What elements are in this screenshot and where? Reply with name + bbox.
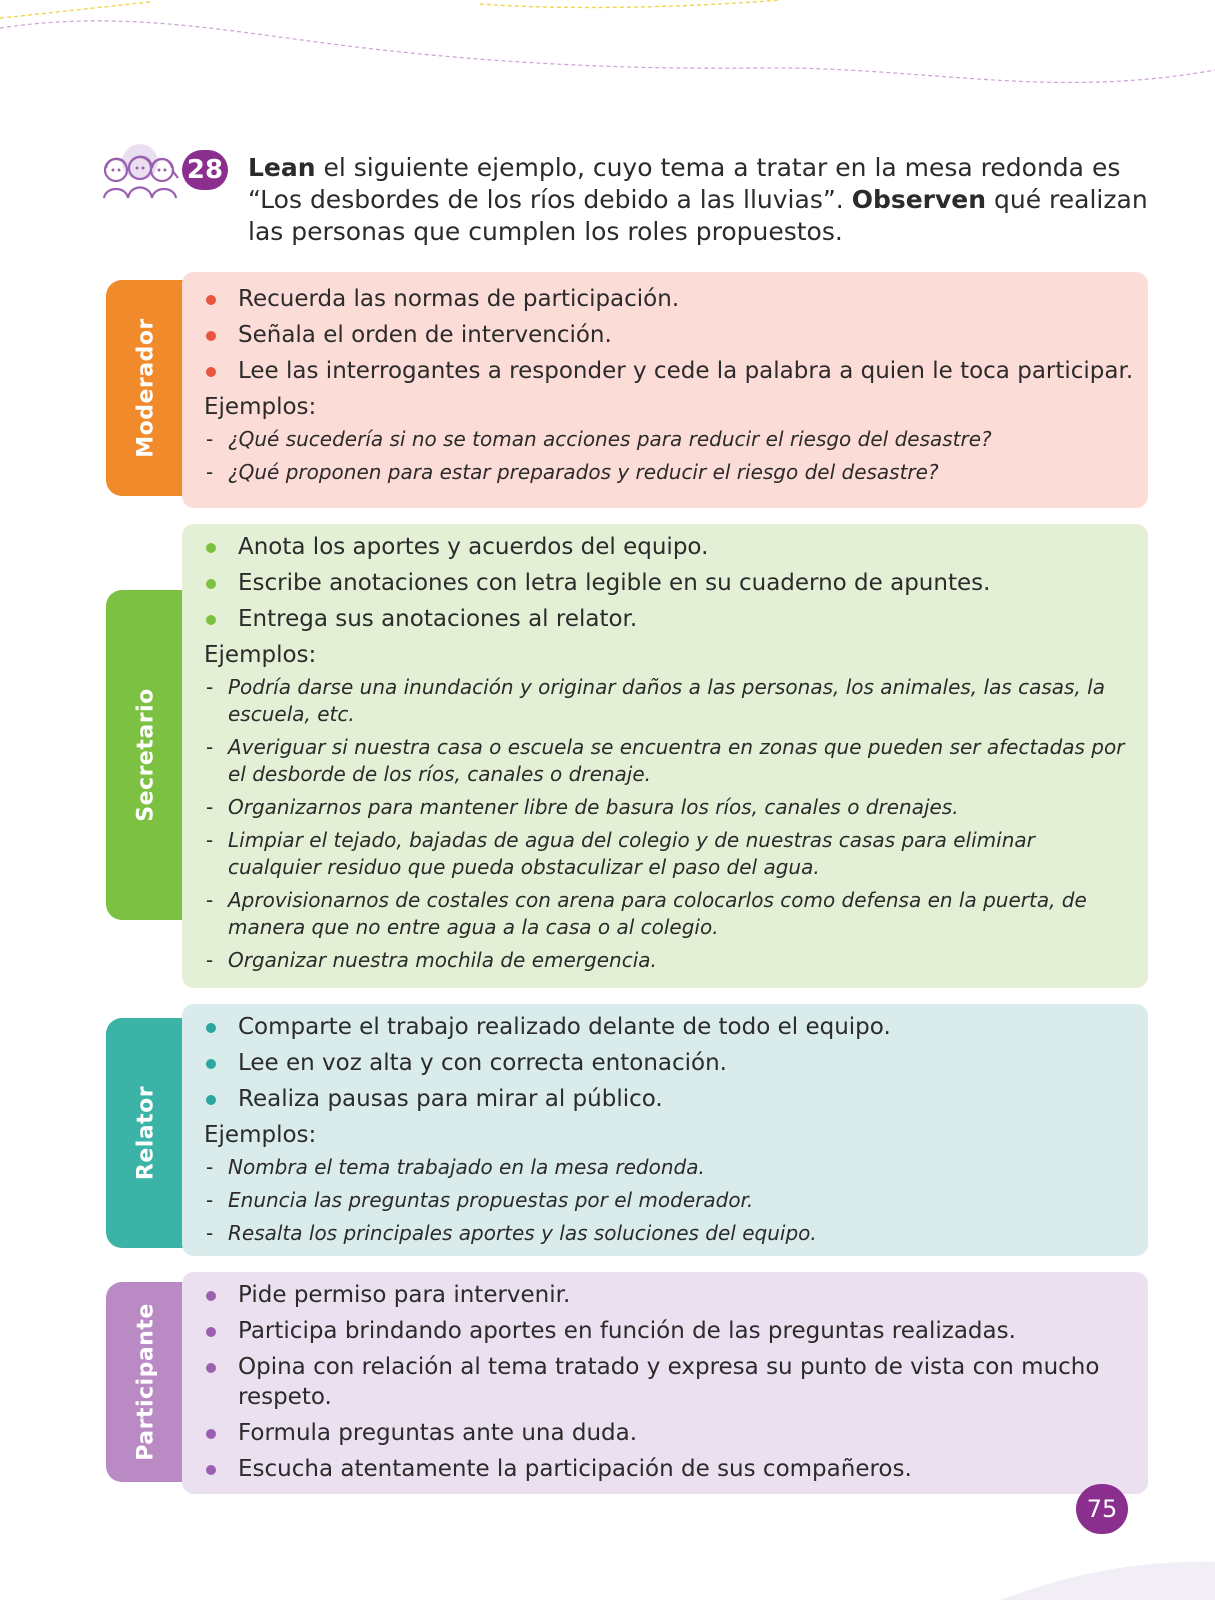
role-bullet: Formula preguntas ante una duda.	[204, 1418, 1132, 1448]
role-bullet: Señala el orden de intervención.	[204, 320, 1148, 350]
example-item: - Enuncia las preguntas propuestas por el moderador.	[204, 1187, 1148, 1214]
example-item: - Averiguar si nuestra casa o escuela se encuentra en zonas que pueden ser afectadas por el desborde de los ríos, canales o drenaje.	[204, 734, 1148, 788]
role-tab	[106, 280, 186, 496]
role-section-moderador	[106, 272, 1148, 508]
example-item: - Organizarnos para mantener libre de basura los ríos, canales o drenajes.	[204, 794, 1148, 821]
example-item: - Organizar nuestra mochila de emergencia.	[204, 947, 1148, 974]
role-tab	[106, 1018, 186, 1248]
instruction-part: Lean	[248, 153, 316, 182]
role-bullet: Anota los aportes y acuerdos del equipo.	[204, 532, 1148, 562]
example-item: - ¿Qué proponen para estar preparados y reducir el riesgo del desastre?	[204, 459, 1148, 486]
examples-label: Ejemplos:	[204, 394, 317, 420]
examples-label: Ejemplos:	[204, 642, 317, 668]
instruction-part: qué realizan las personas que cumplen los roles propuestos.	[248, 185, 1148, 246]
examples-label: Ejemplos:	[204, 1122, 317, 1148]
role-panel	[182, 524, 1148, 988]
activity-number-badge: 28	[182, 150, 228, 190]
activity-instruction	[248, 152, 1148, 248]
role-tab	[106, 590, 186, 920]
role-label: Participante	[133, 1303, 159, 1461]
example-item: - Nombra el tema trabajado en la mesa redonda.	[204, 1154, 1148, 1181]
instruction-part: el siguiente ejemplo, cuyo tema a tratar en la mesa redonda es “Los desbordes de los ríos debido a las lluvias”.	[248, 153, 1121, 214]
activity-header	[98, 140, 1148, 250]
role-bullet: Escucha atentamente la participación de sus compañeros.	[204, 1454, 1132, 1484]
example-item: - Resalta los principales aportes y las soluciones del equipo.	[204, 1220, 1148, 1247]
role-bullet: Lee las interrogantes a responder y cede la palabra a quien le toca participar.	[204, 356, 1148, 386]
role-section-secretario	[106, 524, 1148, 988]
role-bullet: Opina con relación al tema tratado y expresa su punto de vista con mucho respeto.	[204, 1352, 1132, 1412]
role-label: Relator	[133, 1085, 159, 1181]
instruction-part: Observen	[851, 185, 987, 214]
example-item: - Limpiar el tejado, bajadas de agua del colegio y de nuestras casas para eliminar cualquier residuo que pueda obstaculizar el paso del agua.	[204, 827, 1148, 881]
example-item: - Aprovisionarnos de costales con arena para colocarlos como defensa en la puerta, de manera que no entre agua a la casa o al colegio.	[204, 887, 1148, 941]
decorative-top-lines	[0, 0, 1215, 110]
role-section-participante	[106, 1272, 1148, 1494]
role-panel	[182, 1272, 1148, 1494]
role-bullet: Participa brindando aportes en función de las preguntas realizadas.	[204, 1316, 1132, 1346]
role-panel	[182, 272, 1148, 508]
example-item: - ¿Qué sucedería si no se toman acciones para reducir el riesgo del desastre?	[204, 426, 1148, 453]
role-tab	[106, 1282, 186, 1482]
role-section-relator	[106, 1004, 1148, 1256]
role-bullet: Realiza pausas para mirar al público.	[204, 1084, 1148, 1114]
students-group-icon	[98, 140, 182, 204]
role-panel	[182, 1004, 1148, 1256]
example-item: - Podría darse una inundación y originar daños a las personas, los animales, las casas, la escuela, etc.	[204, 674, 1148, 728]
role-label: Secretario	[133, 688, 159, 822]
page-number: 75	[1076, 1484, 1128, 1534]
role-bullet: Escribe anotaciones con letra legible en su cuaderno de apuntes.	[204, 568, 1148, 598]
role-bullet: Entrega sus anotaciones al relator.	[204, 604, 1148, 634]
role-label: Moderador	[133, 318, 159, 458]
role-bullet: Recuerda las normas de participación.	[204, 284, 1148, 314]
role-bullet: Lee en voz alta y con correcta entonación.	[204, 1048, 1148, 1078]
role-bullet: Comparte el trabajo realizado delante de todo el equipo.	[204, 1012, 1148, 1042]
role-bullet: Pide permiso para intervenir.	[204, 1280, 1132, 1310]
